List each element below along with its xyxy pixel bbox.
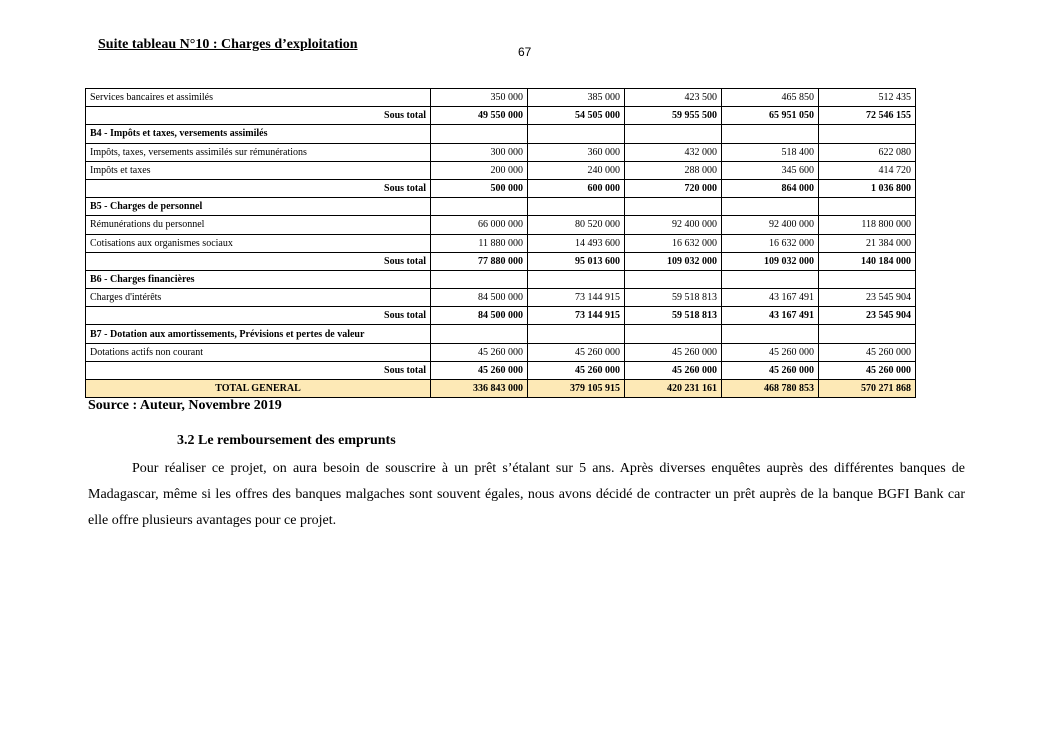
row-value-year-5: 23 545 904 [819, 307, 916, 325]
row-value-year-2: 385 000 [528, 89, 625, 107]
row-value-year-1: 500 000 [431, 179, 528, 197]
table-row-item [86, 161, 916, 179]
table-row-subtotal [86, 252, 916, 270]
row-value-year-5: 622 080 [819, 143, 916, 161]
row-value-year-3: 423 500 [625, 89, 722, 107]
row-label: Sous total [86, 361, 431, 379]
row-value-year-3: 45 260 000 [625, 343, 722, 361]
row-value-year-2: 54 505 000 [528, 107, 625, 125]
row-value-year-2: 95 013 600 [528, 252, 625, 270]
row-label: Rémunérations du personnel [86, 216, 431, 234]
row-value-year-3 [625, 325, 722, 343]
row-value-year-1 [431, 198, 528, 216]
row-value-year-2: 73 144 915 [528, 307, 625, 325]
row-label: Cotisations aux organismes sociaux [86, 234, 431, 252]
row-value-year-4: 45 260 000 [722, 361, 819, 379]
row-value-year-2: 45 260 000 [528, 361, 625, 379]
table-row-section [86, 325, 916, 343]
row-value-year-5 [819, 270, 916, 288]
page-number: 67 [518, 45, 532, 59]
row-value-year-5 [819, 325, 916, 343]
row-label: Charges d'intérêts [86, 289, 431, 307]
table-row-item [86, 289, 916, 307]
row-value-year-2: 45 260 000 [528, 343, 625, 361]
row-value-year-4: 45 260 000 [722, 343, 819, 361]
table-row-subtotal [86, 307, 916, 325]
row-value-year-3: 420 231 161 [625, 380, 722, 398]
row-value-year-3 [625, 125, 722, 143]
row-value-year-2: 360 000 [528, 143, 625, 161]
row-value-year-5: 1 036 800 [819, 179, 916, 197]
table-row-item [86, 234, 916, 252]
row-label: B6 - Charges financières [86, 270, 431, 288]
row-value-year-3: 59 518 813 [625, 307, 722, 325]
row-value-year-3: 92 400 000 [625, 216, 722, 234]
row-value-year-3: 109 032 000 [625, 252, 722, 270]
table-row-section [86, 198, 916, 216]
row-label: TOTAL GENERAL [86, 380, 431, 398]
row-value-year-5: 23 545 904 [819, 289, 916, 307]
row-value-year-4: 518 400 [722, 143, 819, 161]
table-row-item [86, 89, 916, 107]
body-paragraph: Pour réaliser ce projet, on aura besoin de souscrire à un prêt s’étalant sur 5 ans. Après diverses enquêtes auprès des différentes banques de Madagascar, même si les offres des banques malgaches sont souvent égales, nous avons décidé de contracter un prêt auprès de la banque BGFI Bank car elle offre plusieurs avantages pour ce projet. [88, 461, 965, 528]
row-value-year-1: 84 500 000 [431, 307, 528, 325]
row-value-year-4 [722, 198, 819, 216]
row-label: B4 - Impôts et taxes, versements assimilés [86, 125, 431, 143]
row-value-year-5: 140 184 000 [819, 252, 916, 270]
row-value-year-1 [431, 270, 528, 288]
row-value-year-1: 77 880 000 [431, 252, 528, 270]
row-label: Sous total [86, 252, 431, 270]
row-value-year-4: 465 850 [722, 89, 819, 107]
row-value-year-4: 43 167 491 [722, 307, 819, 325]
row-label: Services bancaires et assimilés [86, 89, 431, 107]
row-value-year-2 [528, 125, 625, 143]
row-value-year-1 [431, 325, 528, 343]
row-value-year-1: 45 260 000 [431, 361, 528, 379]
row-value-year-2: 73 144 915 [528, 289, 625, 307]
row-value-year-4: 864 000 [722, 179, 819, 197]
row-value-year-5 [819, 125, 916, 143]
row-value-year-1: 200 000 [431, 161, 528, 179]
row-value-year-3: 59 518 813 [625, 289, 722, 307]
row-label: B7 - Dotation aux amortissements, Prévisions et pertes de valeur [86, 325, 431, 343]
row-value-year-5: 45 260 000 [819, 361, 916, 379]
row-value-year-3: 432 000 [625, 143, 722, 161]
row-value-year-5: 21 384 000 [819, 234, 916, 252]
row-value-year-5: 72 546 155 [819, 107, 916, 125]
row-value-year-2 [528, 270, 625, 288]
table-row-total [86, 380, 916, 398]
row-value-year-3: 288 000 [625, 161, 722, 179]
row-label: Impôts, taxes, versements assimilés sur rémunérations [86, 143, 431, 161]
row-value-year-3: 720 000 [625, 179, 722, 197]
row-value-year-4 [722, 270, 819, 288]
row-value-year-1: 300 000 [431, 143, 528, 161]
row-value-year-1: 84 500 000 [431, 289, 528, 307]
row-value-year-5 [819, 198, 916, 216]
row-value-year-4 [722, 325, 819, 343]
row-value-year-3 [625, 270, 722, 288]
table-row-subtotal [86, 107, 916, 125]
source-note: Source : Auteur, Novembre 2019 [88, 398, 282, 413]
row-value-year-4: 345 600 [722, 161, 819, 179]
row-value-year-4: 43 167 491 [722, 289, 819, 307]
row-value-year-2: 379 105 915 [528, 380, 625, 398]
row-label: B5 - Charges de personnel [86, 198, 431, 216]
row-value-year-3 [625, 198, 722, 216]
row-value-year-3: 45 260 000 [625, 361, 722, 379]
table-row-subtotal [86, 361, 916, 379]
table-row-section [86, 270, 916, 288]
row-value-year-5: 118 800 000 [819, 216, 916, 234]
row-label: Sous total [86, 307, 431, 325]
table-row-item [86, 143, 916, 161]
row-value-year-1: 45 260 000 [431, 343, 528, 361]
row-value-year-4: 468 780 853 [722, 380, 819, 398]
row-label: Sous total [86, 107, 431, 125]
row-value-year-1 [431, 125, 528, 143]
row-value-year-2: 14 493 600 [528, 234, 625, 252]
row-value-year-4: 65 951 050 [722, 107, 819, 125]
table-title: Suite tableau N°10 : Charges d’exploitation [98, 37, 358, 52]
row-value-year-2: 240 000 [528, 161, 625, 179]
row-label: Impôts et taxes [86, 161, 431, 179]
row-label: Dotations actifs non courant [86, 343, 431, 361]
row-value-year-2: 80 520 000 [528, 216, 625, 234]
row-value-year-1: 336 843 000 [431, 380, 528, 398]
row-value-year-4 [722, 125, 819, 143]
table-row-subtotal [86, 179, 916, 197]
row-value-year-3: 16 632 000 [625, 234, 722, 252]
row-value-year-1: 66 000 000 [431, 216, 528, 234]
row-value-year-4: 92 400 000 [722, 216, 819, 234]
row-value-year-5: 512 435 [819, 89, 916, 107]
row-value-year-2 [528, 325, 625, 343]
row-value-year-2 [528, 198, 625, 216]
row-value-year-5: 570 271 868 [819, 380, 916, 398]
row-value-year-1: 49 550 000 [431, 107, 528, 125]
section-heading: 3.2 Le remboursement des emprunts [177, 433, 396, 448]
row-value-year-5: 45 260 000 [819, 343, 916, 361]
row-value-year-4: 109 032 000 [722, 252, 819, 270]
table-row-item [86, 216, 916, 234]
row-label: Sous total [86, 179, 431, 197]
row-value-year-4: 16 632 000 [722, 234, 819, 252]
row-value-year-2: 600 000 [528, 179, 625, 197]
table-row-section [86, 125, 916, 143]
row-value-year-3: 59 955 500 [625, 107, 722, 125]
row-value-year-1: 350 000 [431, 89, 528, 107]
row-value-year-5: 414 720 [819, 161, 916, 179]
charges-table [85, 88, 916, 398]
table-row-item [86, 343, 916, 361]
row-value-year-1: 11 880 000 [431, 234, 528, 252]
